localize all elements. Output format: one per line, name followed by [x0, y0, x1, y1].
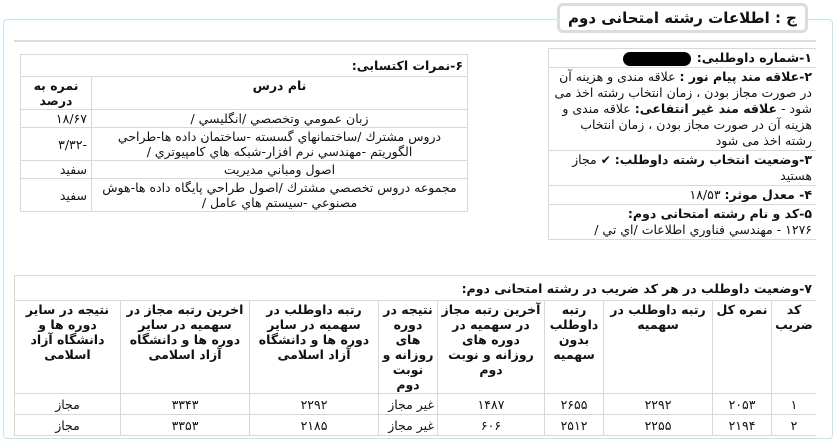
last-allowed-rank-other: ۳۳۵۳ [121, 415, 250, 436]
interest-nonprofit-text: علاقه مندی و هزینه آن در صورت مجاز بودن ، زمان انتخاب رشته اخذ می شود [562, 101, 812, 148]
field-label: ۵-کد و نام رشته امتحانی دوم: [627, 206, 812, 221]
gpa-label: ۴- معدل موثر: [724, 187, 812, 202]
table-row [15, 394, 817, 415]
last-allowed-rank-day: ۱۴۸۷ [438, 394, 545, 415]
coefficient-status-table [14, 275, 816, 436]
last-allowed-rank-other: ۳۳۴۳ [121, 394, 250, 415]
course-name: دروس مشترك /ساختمانهاي گسسته -ساختمان داده ها-طراحي الگوريتم -مهندسي نرم افزار-شبكه هاي كامپيوتري / [92, 128, 468, 161]
non-quota-rank: ۲۶۵۵ [545, 394, 604, 415]
checkmark-icon: ✔ [600, 153, 611, 167]
quota-rank-other: ۲۲۹۲ [250, 394, 379, 415]
quota-rank-other-header: رتبه داوطلب در سهمیه در سایر دوره ها و دانشگاه آزاد اسلامی [250, 301, 379, 394]
total-score-header: نمره کل [713, 301, 772, 394]
selection-status-row [549, 151, 816, 186]
quota-rank: ۲۲۵۵ [604, 415, 713, 436]
table-row [21, 161, 468, 179]
coefficient-code-header: کد ضریب [772, 301, 817, 394]
status-title: ۷-وضعیت داوطلب در هر کد ضریب در رشته امتحانی دوم: [15, 276, 817, 301]
candidate-number-row [549, 49, 816, 68]
non-quota-rank-header: رتبه داوطلب بدون سهمیه [545, 301, 604, 394]
grades-table [20, 54, 468, 212]
interest-row [549, 68, 816, 151]
table-row [21, 128, 468, 161]
last-allowed-rank-day: ۶۰۶ [438, 415, 545, 436]
grades-title: ۶-نمرات اکتسابی: [21, 55, 468, 77]
last-allowed-rank-day-header: آخرین رتبه مجاز در سهمیه در دوره های روزانه و نوبت دوم [438, 301, 545, 394]
interest-pnu-label: ۲-علاقه مند پیام نور : [679, 69, 812, 84]
table-row [15, 415, 817, 436]
interest-nonprofit-label: علاقه مند غیر انتفاعی: [634, 101, 778, 116]
selection-status-value: مجاز هستید [572, 152, 812, 183]
quota-rank-header: رتبه داوطلب در سهمیه [604, 301, 713, 394]
interest-pnu-text: علاقه مندی و هزینه آن در صورت مجاز بودن ، زمان انتخاب رشته اخذ می شود - [554, 69, 812, 116]
selection-status-label: ۳-وضعیت انتخاب رشته داوطلب: [614, 152, 812, 167]
table-row [21, 179, 468, 212]
section-title: ج : اطلاعات رشته امتحانی دوم [557, 3, 808, 33]
course-percent: -۳/۳۲ [21, 128, 92, 161]
result-other: مجاز [15, 394, 121, 415]
result-day: غیر مجاز [379, 415, 438, 436]
quota-rank: ۲۲۹۲ [604, 394, 713, 415]
quota-rank-other: ۲۱۸۵ [250, 415, 379, 436]
course-name: اصول ومباني مديريت [92, 161, 468, 179]
gpa-row [549, 186, 816, 205]
non-quota-rank: ۲۵۱۲ [545, 415, 604, 436]
field-value: ۱۲۷۶ - مهندسي فناوري اطلاعات /اي تي / [594, 222, 812, 237]
course-percent: سفید [21, 161, 92, 179]
result-day-header: نتیجه در دوره های روزانه و نوبت دوم [379, 301, 438, 394]
candidate-number-label: ۱-شماره داوطلبی: [696, 50, 812, 65]
field-row [549, 205, 816, 239]
result-other-header: نتیجه در سایر دوره ها و دانشگاه آزاد اسلامی [15, 301, 121, 394]
course-percent: ۱۸/۶۷ [21, 110, 92, 128]
coefficient-code: ۱ [772, 394, 817, 415]
result-other: مجاز [15, 415, 121, 436]
divider [14, 40, 816, 42]
table-row [21, 110, 468, 128]
course-percent: سفید [21, 179, 92, 212]
course-name: زبان عمومي وتخصصي /انگليسي / [92, 110, 468, 128]
course-name-header: نام درس [92, 77, 468, 110]
course-name: مجموعه دروس تخصصي مشترك /اصول طراحي پايگاه داده ها-هوش مصنوعي -سيستم هاي عامل / [92, 179, 468, 212]
coefficient-code: ۲ [772, 415, 817, 436]
percent-header: نمره به درصد [21, 77, 92, 110]
total-score: ۲۱۹۴ [713, 415, 772, 436]
result-day: غیر مجاز [379, 394, 438, 415]
gpa-value: ۱۸/۵۳ [689, 187, 721, 202]
candidate-info-panel [548, 48, 816, 240]
redacted-candidate-number [623, 52, 691, 66]
last-allowed-rank-other-header: اخرین رتبه مجاز در سهمیه در سایر دوره ها و دانشگاه آزاد اسلامی [121, 301, 250, 394]
total-score: ۲۰۵۳ [713, 394, 772, 415]
